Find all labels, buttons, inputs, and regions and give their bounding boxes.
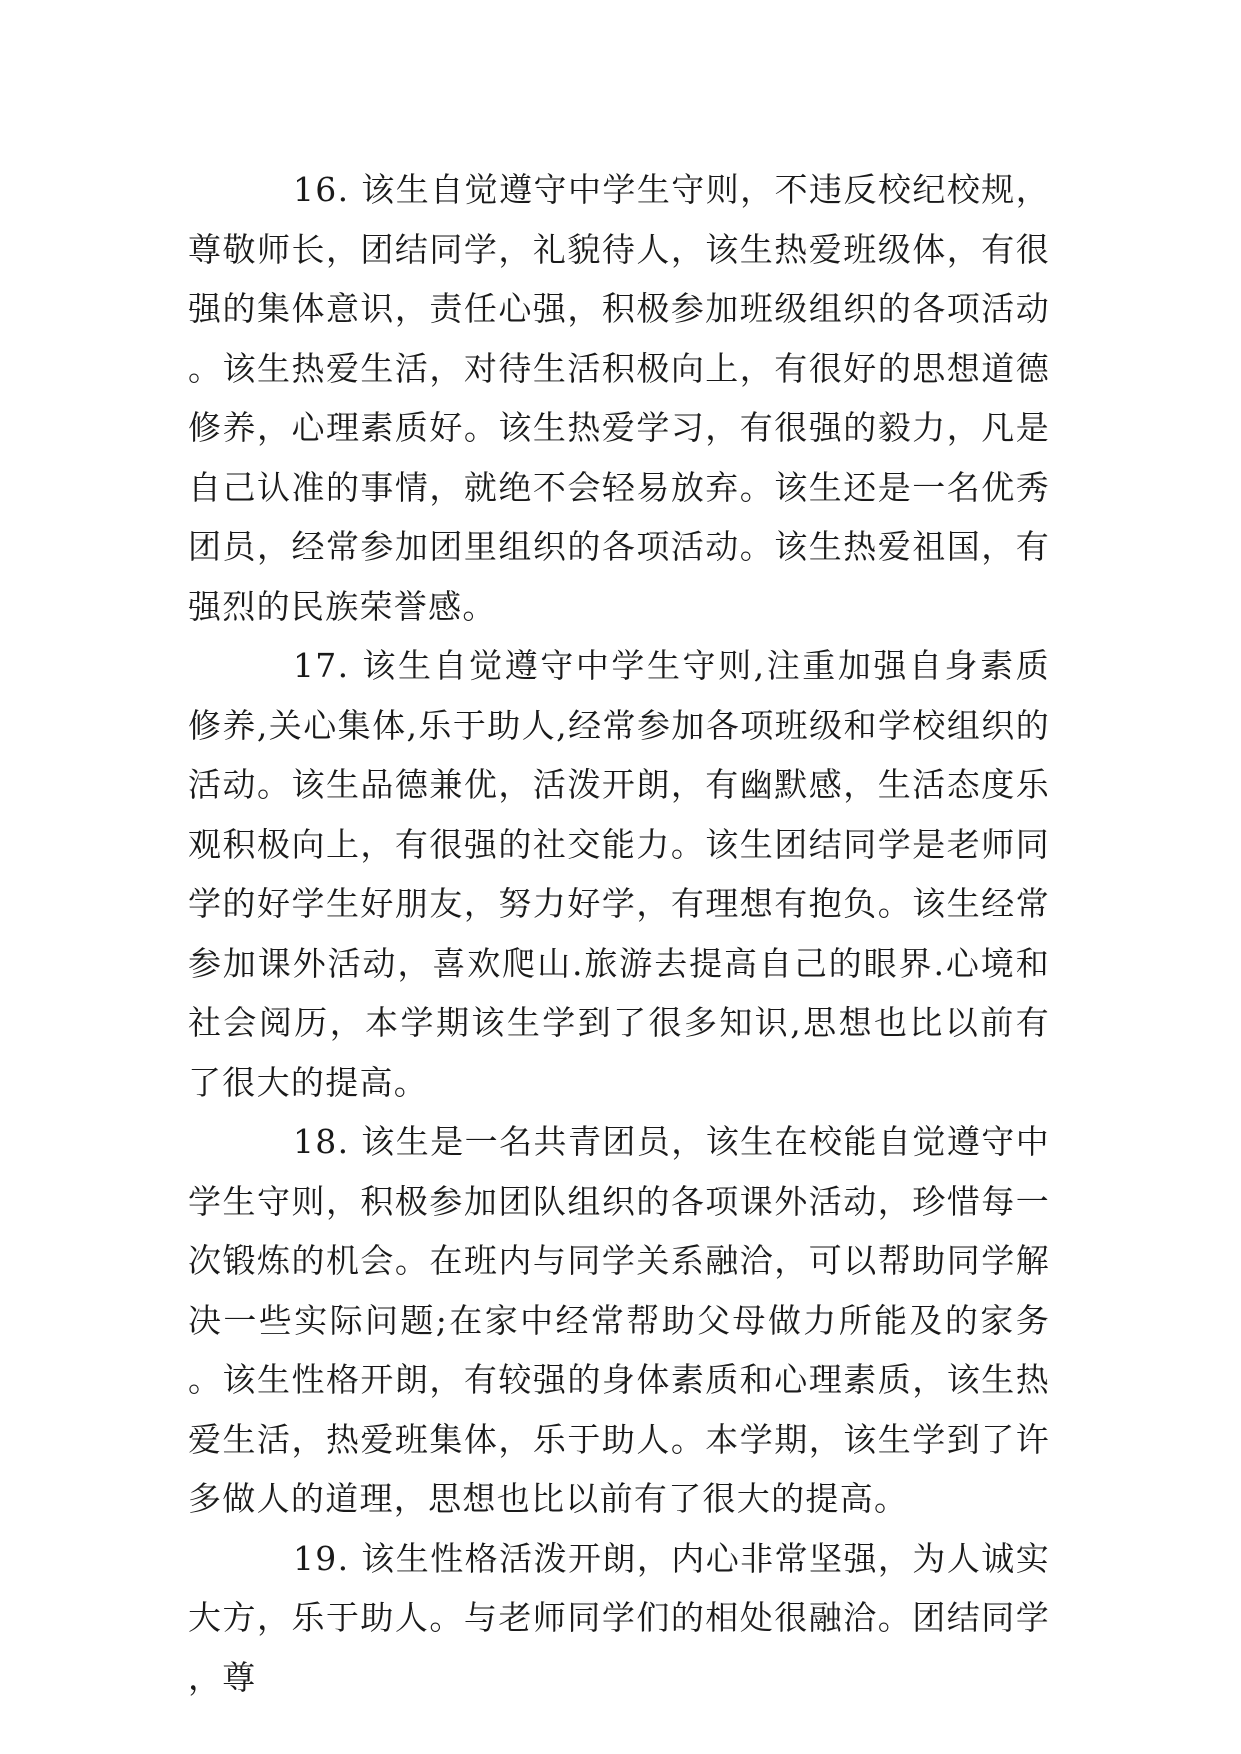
comment-paragraph-18: 18. 该生是一名共青团员，该生在校能自觉遵守中学生守则，积极参加团队组织的各项课外活动，珍惜每一次锻炼的机会。在班内与同学关系融洽，可以帮助同学解决一些实际问题;在家中经常帮助父母做力所能及的家务。该生性格开朗，有较强的身体素质和心理素质，该生热爱生活，热爱班集体，乐于助人。本学期，该生学到了许多做人的道理，思想也比以前有了很大的提高。 <box>188 1122 1050 1518</box>
comment-paragraph-19: 19. 该生性格活泼开朗，内心非常坚强，为人诚实大方，乐于助人。与老师同学们的相处很融洽。团结同学，尊 <box>188 1538 1050 1697</box>
document-page <box>188 160 1050 1707</box>
comment-paragraph-16: 16. 该生自觉遵守中学生守则，不违反校纪校规，尊敬师长，团结同学，礼貌待人，该生热爱班级体，有很强的集体意识，责任心强，积极参加班级组织的各项活动。该生热爱生活，对待生活积极向上，有很好的思想道德修养，心理素质好。该生热爱学习，有很强的毅力，凡是自己认准的事情，就绝不会轻易放弃。该生还是一名优秀团员，经常参加团里组织的各项活动。该生热爱祖国，有强烈的民族荣誉感。 <box>188 170 1050 626</box>
comment-paragraph-17: 17. 该生自觉遵守中学生守则,注重加强自身素质修养,关心集体,乐于助人,经常参加各项班级和学校组织的活动。该生品德兼优，活泼开朗，有幽默感，生活态度乐观积极向上，有很强的社交能力。该生团结同学是老师同学的好学生好朋友，努力好学，有理想有抱负。该生经常参加课外活动，喜欢爬山.旅游去提高自己的眼界.心境和社会阅历，本学期该生学到了很多知识,思想也比以前有了很大的提高。 <box>188 646 1050 1102</box>
